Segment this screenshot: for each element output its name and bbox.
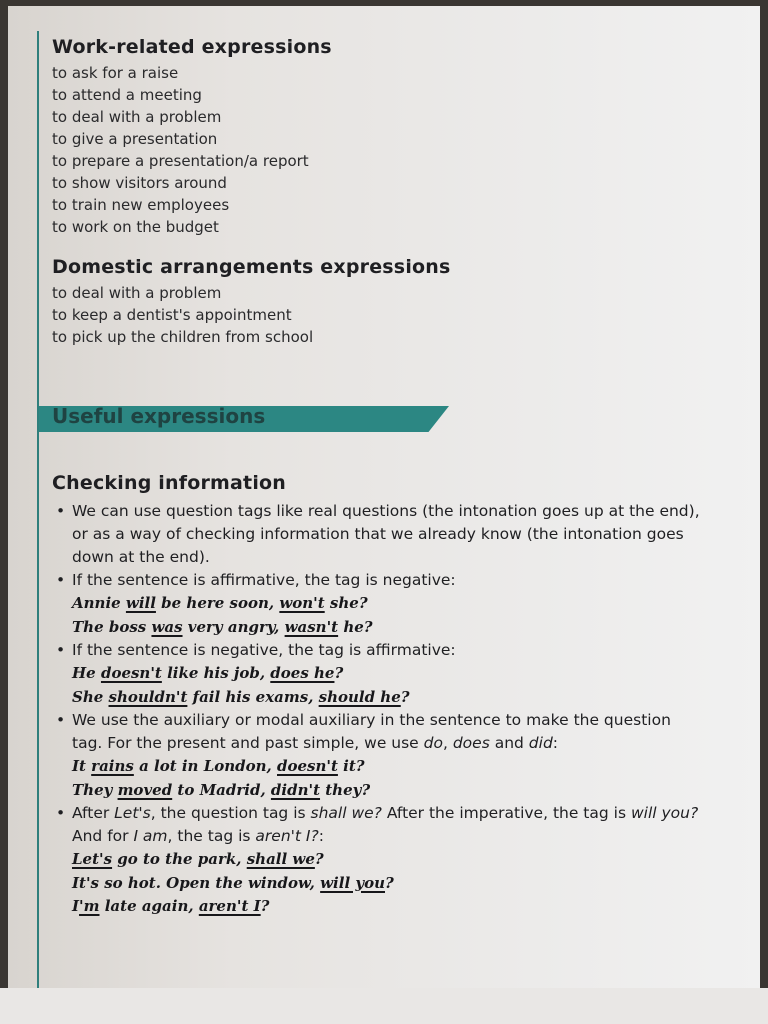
handwritten-example: I'm late again, aren't I? [72, 897, 270, 915]
list-item: to work on the budget [52, 218, 219, 236]
note-text: down at the end). [72, 548, 210, 566]
note-text: If the sentence is affirmative, the tag is negative: [72, 571, 456, 589]
expression-lists [52, 36, 757, 348]
handwritten-example: It's so hot. Open the window, will you? [72, 873, 394, 892]
notes-list [52, 500, 757, 919]
note-item [52, 802, 757, 919]
handwritten-example: She shouldn't fail his exams, should he? [72, 687, 410, 706]
note-item [52, 500, 757, 569]
note-item [52, 569, 757, 639]
note-text: And for I am, the tag is aren't I?: [72, 827, 324, 845]
list-item: to ask for a raise [52, 64, 179, 82]
list-item: to keep a dentist's appointment [52, 306, 292, 324]
list-item: to train new employees [52, 196, 230, 214]
list-item: to deal with a problem [52, 284, 222, 302]
list-item: to give a presentation [52, 130, 218, 148]
margin-rule [37, 31, 39, 988]
work-list [52, 62, 757, 238]
note-text: We can use question tags like real questions (the intonation goes up at the end), [72, 502, 700, 520]
bottom-strip [0, 988, 768, 1024]
note-item [52, 639, 757, 709]
handwritten-example: The boss was very angry, wasn't he? [72, 617, 373, 636]
book-page [8, 6, 760, 988]
work-heading: Work-related expressions [52, 36, 332, 58]
note-text: After Let's, the question tag is shall we? After the imperative, the tag is will you? [72, 804, 699, 822]
handwritten-example: They moved to Madrid, didn't they? [72, 780, 371, 799]
domestic-heading: Domestic arrangements expressions [52, 256, 451, 278]
bullet-icon: • [56, 711, 66, 729]
handwritten-example: It rains a lot in London, doesn't it? [72, 757, 365, 775]
bullet-icon: • [56, 641, 66, 659]
note-item [52, 709, 757, 802]
bullet-icon: • [56, 571, 66, 589]
note-text: We use the auxiliary or modal auxiliary in the sentence to make the question [72, 711, 671, 729]
list-item: to show visitors around [52, 174, 227, 192]
list-item: to deal with a problem [52, 108, 222, 126]
handwritten-example: Let's go to the park, shall we? [72, 850, 324, 868]
list-item: to attend a meeting [52, 86, 202, 104]
checking-heading: Checking information [52, 472, 287, 494]
handwritten-example: Annie will be here soon, won't she? [72, 594, 368, 612]
bullet-icon: • [56, 502, 66, 520]
list-item: to prepare a presentation/a report [52, 152, 309, 170]
handwritten-example: He doesn't like his job, does he? [72, 664, 344, 682]
section-band-title: Useful expressions [52, 404, 266, 428]
note-text: If the sentence is negative, the tag is affirmative: [72, 641, 456, 659]
list-item: to pick up the children from school [52, 328, 314, 346]
checking-information-section [52, 472, 757, 919]
bullet-icon: • [56, 804, 66, 822]
domestic-list [52, 282, 757, 348]
note-text: or as a way of checking information that we already know (the intonation goes [72, 525, 684, 543]
note-text: tag. For the present and past simple, we use do, does and did: [72, 734, 559, 752]
